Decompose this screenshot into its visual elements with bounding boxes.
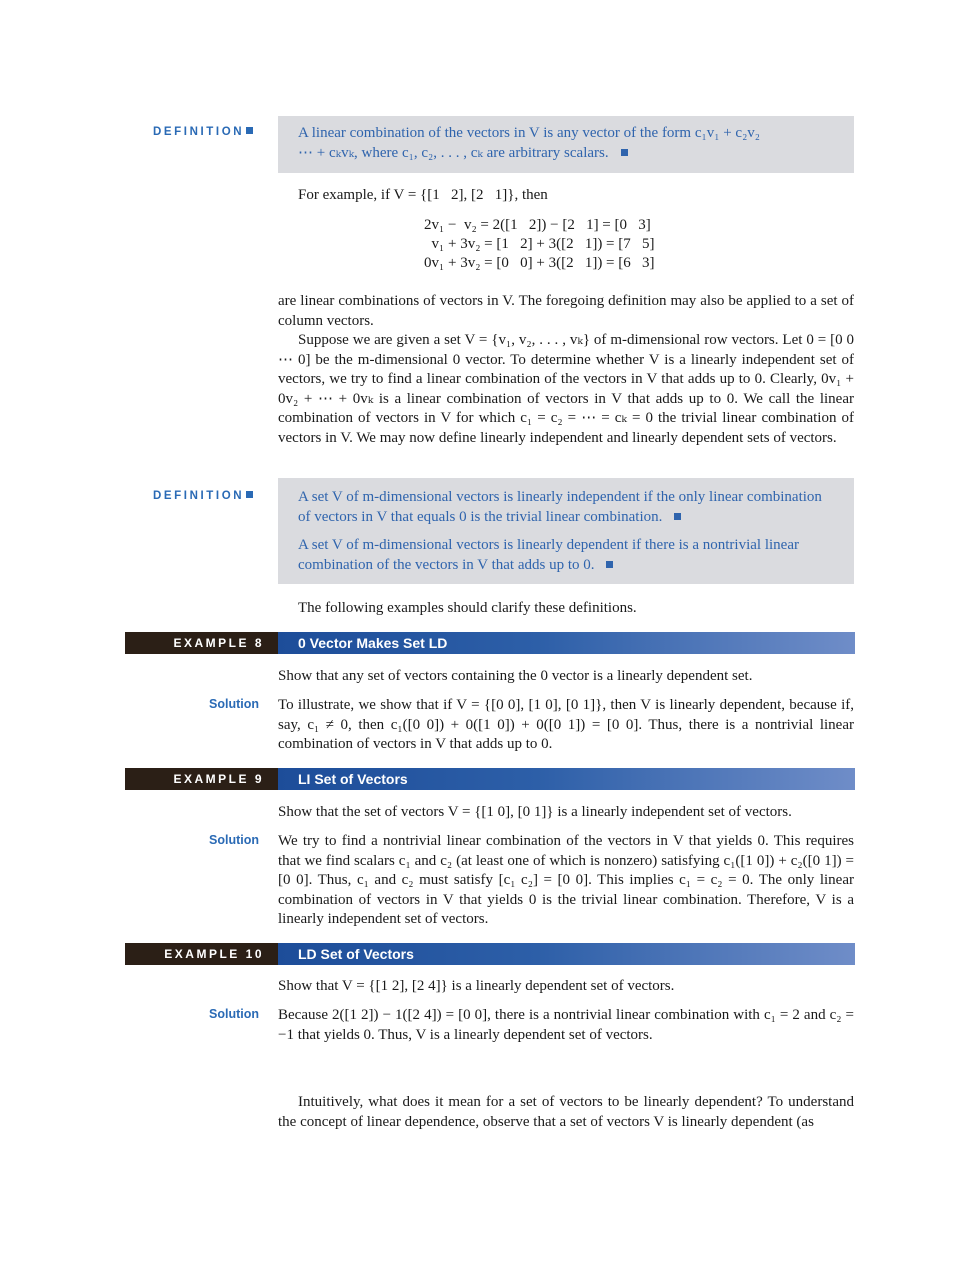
end-of-definition-icon: [606, 561, 613, 568]
definition-independent: A set V of m-dimensional vectors is linearly independent if the only linear combination of vectors in V that equals 0 is the trivial linear combination.: [298, 489, 822, 525]
square-bullet-icon: [246, 127, 253, 134]
equation-line: v₁ + 3v₂ = [1 2] + 3([2 1]) = [7 5]: [424, 236, 655, 252]
definition-text: [298, 123, 838, 163]
square-bullet-icon: [246, 491, 253, 498]
example-statement: Show that V = {[1 2], [2 4]} is a linearly dependent set of vectors.: [278, 978, 675, 994]
example-statement: Show that the set of vectors V = {[1 0], [0 1]} is a linearly independent set of vectors.: [278, 804, 792, 820]
example-label: EXAMPLE 10: [125, 943, 278, 965]
body-paragraphs: [278, 292, 854, 448]
equation-line: 0v₁ + 3v₂ = [0 0] + 3([2 1]) = [6 3]: [424, 255, 655, 271]
example-title: 0 Vector Makes Set LD: [278, 632, 855, 654]
solution-text: Because 2([1 2]) − 1([2 4]) = [0 0], there is a nontrivial linear combination with c₁ = 2 and c₂ = −1 that yields 0. Thus, V is a linearly dependent set of vectors.: [278, 1007, 854, 1043]
solution-label: Solution: [209, 697, 259, 711]
solution-label: Solution: [209, 1007, 259, 1021]
solution-text: To illustrate, we show that if V = {[0 0], [1 0], [0 1]}, then V is linearly dependent, because if, say, c₁ ≠ 0, then c₁([0 0]) + 0([1 0]) + 0([0 1]) = [0 0]. Thus, there is a nontrivial linear combination of vectors in V that adds up to 0.: [278, 697, 854, 752]
example-intro: For example, if V = {[1 2], [2 1]}, then: [298, 187, 548, 203]
definition-line-2: ⋯ + cₖvₖ, where c₁, c₂, . . . , cₖ are arbitrary scalars.: [298, 145, 609, 161]
definition-label: DEFINITION: [153, 126, 253, 138]
solution-label: Solution: [209, 833, 259, 847]
clarify-sentence: The following examples should clarify these definitions.: [298, 600, 637, 616]
example-title: LD Set of Vectors: [278, 943, 855, 965]
definition-box-linear-combination: [278, 116, 854, 173]
example-statement: Show that any set of vectors containing the 0 vector is a linearly dependent set.: [278, 668, 753, 684]
paragraph: are linear combinations of vectors in V. The foregoing definition may also be applied to a set of column vectors.: [278, 293, 854, 329]
definition-dependent: A set V of m-dimensional vectors is linearly dependent if there is a nontrivial linear combination of the vectors in V that adds up to 0.: [298, 537, 799, 573]
end-of-definition-icon: [674, 513, 681, 520]
solution-text: We try to find a nontrivial linear combination of the vectors in V that yields 0. This requires that we find scalars c₁ and c₂ (at least one of which is nonzero) satisfying c₁([1 0]) + c₂([0 1]) = [0 0]. Thus, c₁ and c₂ must satisfy [c₁ c₂] = [0 0]. This implies c₁ = c₂ = 0. The only linear combination of vectors in V that yields 0 is the trivial linear combination. Therefore, V is a linearly independent set of vectors.: [278, 833, 854, 927]
paragraph: Suppose we are given a set V = {v₁, v₂, . . . , vₖ} of m-dimensional row vectors. Let 0 = [0 0 ⋯ 0] be the m-dimensional 0 vector. To determine whether V is a linearly independent set of vectors, we try to find a linear combination of the vectors in V that adds up to 0. Clearly, 0v₁ + 0v₂ + ⋯ + 0vₖ is a linear combination of vectors in V that adds up to 0. We call the linear combination of vectors in V for which c₁ = c₂ = ⋯ = cₖ = 0 the trivial linear combination of vectors in V. We may now define linearly independent and linearly dependent sets of vectors.: [278, 332, 854, 446]
closing-paragraph: Intuitively, what does it mean for a set of vectors to be linearly dependent? To understand the concept of linear dependence, observe that a set of vectors V is linearly dependent (as: [278, 1094, 854, 1130]
example-label: EXAMPLE 8: [125, 632, 278, 654]
example-label: EXAMPLE 9: [125, 768, 278, 790]
end-of-definition-icon: [621, 149, 628, 156]
definition-line-1: A linear combination of the vectors in V is any vector of the form c₁v₁ + c₂v₂: [298, 125, 761, 141]
equation-block: [424, 216, 655, 273]
example-title: LI Set of Vectors: [278, 768, 855, 790]
definition-box-independence: [278, 478, 854, 584]
definition-label: DEFINITION: [153, 490, 253, 502]
equation-line: 2v₁ − v₂ = 2([1 2]) − [2 1] = [0 3]: [424, 217, 651, 233]
